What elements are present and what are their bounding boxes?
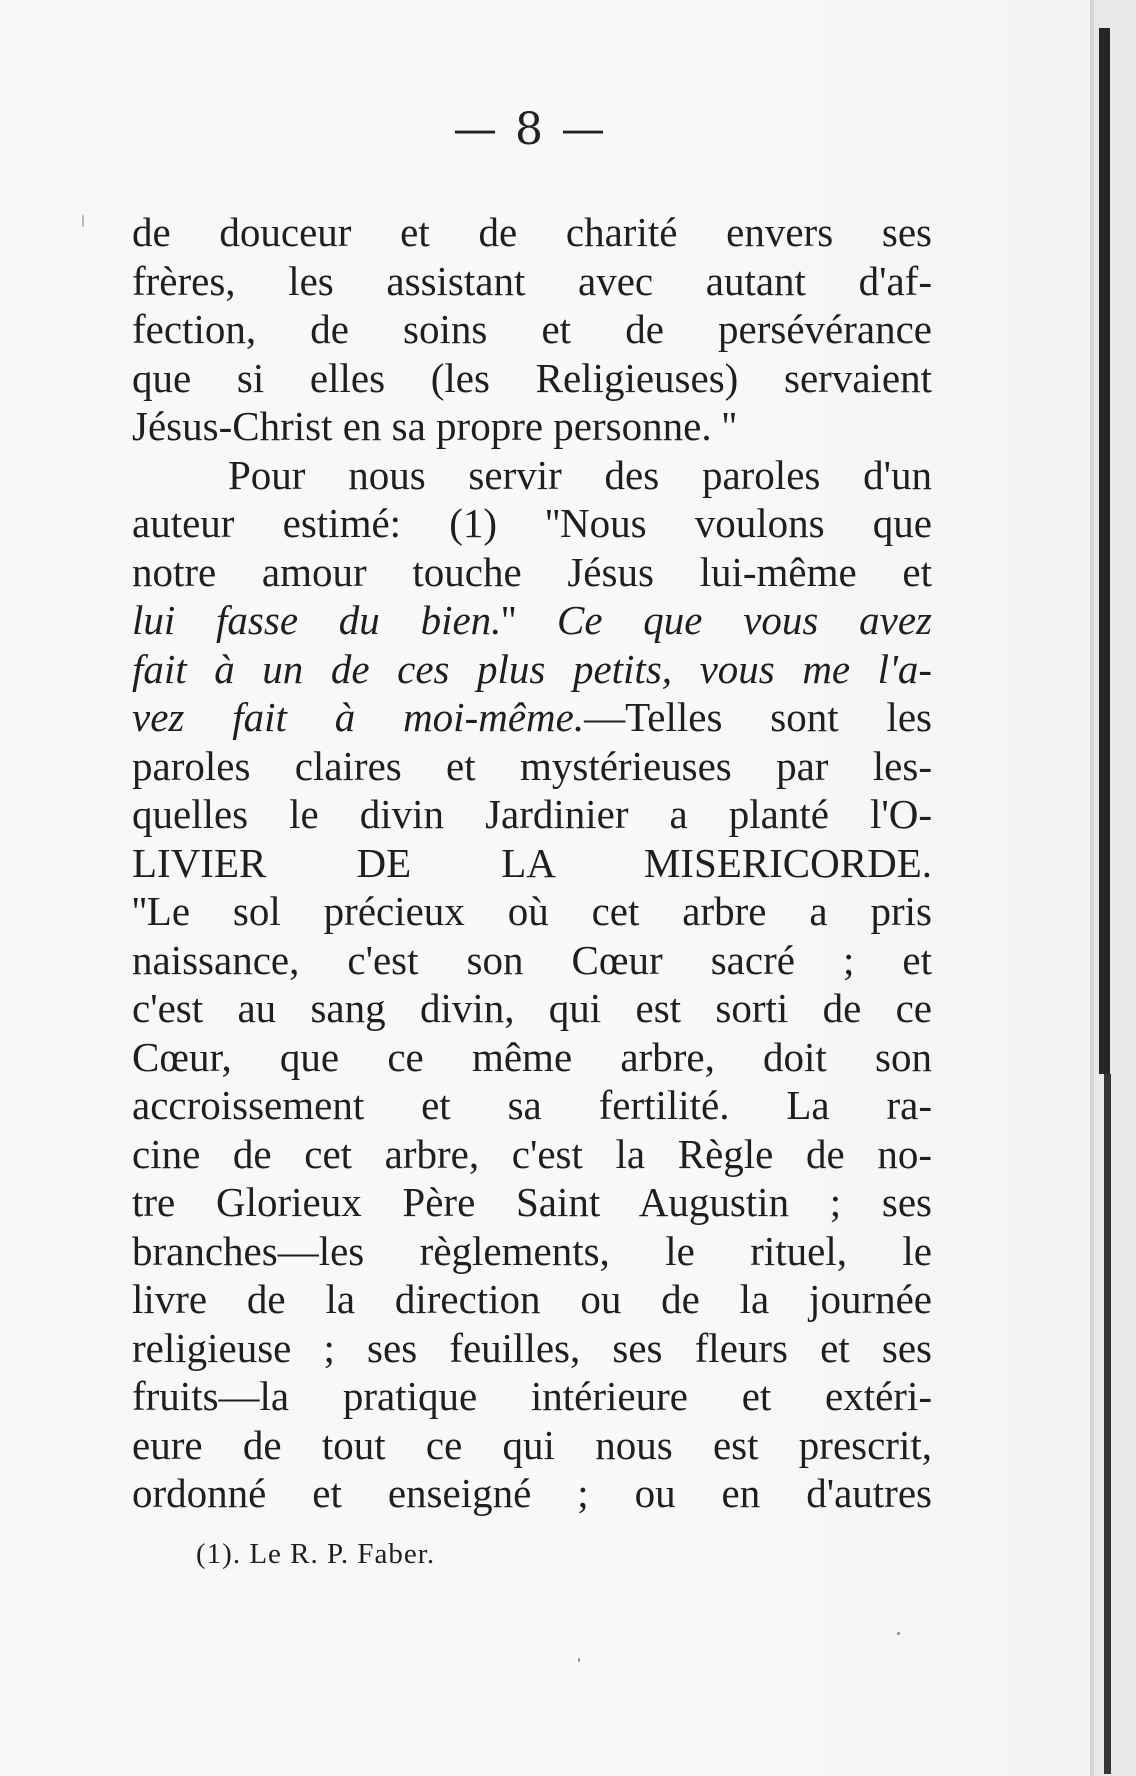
- text-line: c'est au sang divin, qui est sorti de ce: [132, 985, 932, 1031]
- paper-speck: [578, 1658, 580, 1662]
- text-line: fection, de soins et de persévérance: [132, 306, 932, 352]
- text-line: de douceur et de charité envers ses: [132, 209, 932, 255]
- text-line: accroissement et sa fertilité. La ra-: [132, 1082, 932, 1128]
- text-line: quelles le divin Jardinier a planté l'O-: [132, 791, 932, 837]
- text-line: que si elles (les Religieuses) servaient: [132, 354, 932, 401]
- text-line: tre Glorieux Père Saint Augustin ; ses: [132, 1179, 932, 1225]
- text-line: LIVIER DE LA MISERICORDE.: [132, 839, 932, 886]
- page-edge-bar: [1099, 28, 1110, 1074]
- text-line: livre de la direction ou de la journée: [132, 1276, 932, 1322]
- text-line: ordonné et enseigné ; ou en d'autres: [132, 1470, 932, 1516]
- text-line: vez fait à moi-même.—Telles sont les: [132, 694, 932, 740]
- text-line: ''Le sol précieux où cet arbre a pris: [132, 888, 932, 934]
- page-gutter-shadow: [1090, 0, 1094, 1776]
- text-line: cine de cet arbre, c'est la Règle de no-: [132, 1130, 932, 1177]
- text-line: fruits—la pratique intérieure et extéri-: [132, 1373, 932, 1419]
- page-number: — 8 —: [453, 104, 607, 155]
- text-line: notre amour touche Jésus lui-même et: [132, 548, 932, 595]
- adjacent-page-edge: [1090, 0, 1136, 1776]
- text-line: fait à un de ces plus petits, vous me l'a-: [132, 645, 932, 692]
- paper-speck: [897, 1632, 900, 1635]
- text-line: Pour nous servir des paroles d'un: [228, 451, 932, 498]
- text-line: paroles claires et mystérieuses par les-: [132, 742, 932, 789]
- footnote: (1). Le R. P. Faber.: [196, 1538, 436, 1570]
- body-text: [132, 208, 932, 1518]
- text-line: auteur estimé: (1) ''Nous voulons que: [132, 500, 932, 546]
- text-line: religieuse ; ses feuilles, ses fleurs et ses: [132, 1324, 932, 1371]
- text-line: branches—les règlements, le rituel, le: [132, 1227, 932, 1274]
- page-edge-bar: [1104, 1074, 1111, 1774]
- text-line: naissance, c'est son Cœur sacré ; et: [132, 936, 932, 983]
- text-line: Jésus-Christ en sa propre personne. '': [132, 403, 737, 449]
- text-line: lui fasse du bien.'' Ce que vous avez: [132, 597, 932, 643]
- text-line: eure de tout ce qui nous est prescrit,: [132, 1421, 932, 1468]
- paper-speck: [82, 215, 84, 227]
- text-line: Cœur, que ce même arbre, doit son: [132, 1033, 932, 1080]
- text-line: frères, les assistant avec autant d'af-: [132, 257, 932, 304]
